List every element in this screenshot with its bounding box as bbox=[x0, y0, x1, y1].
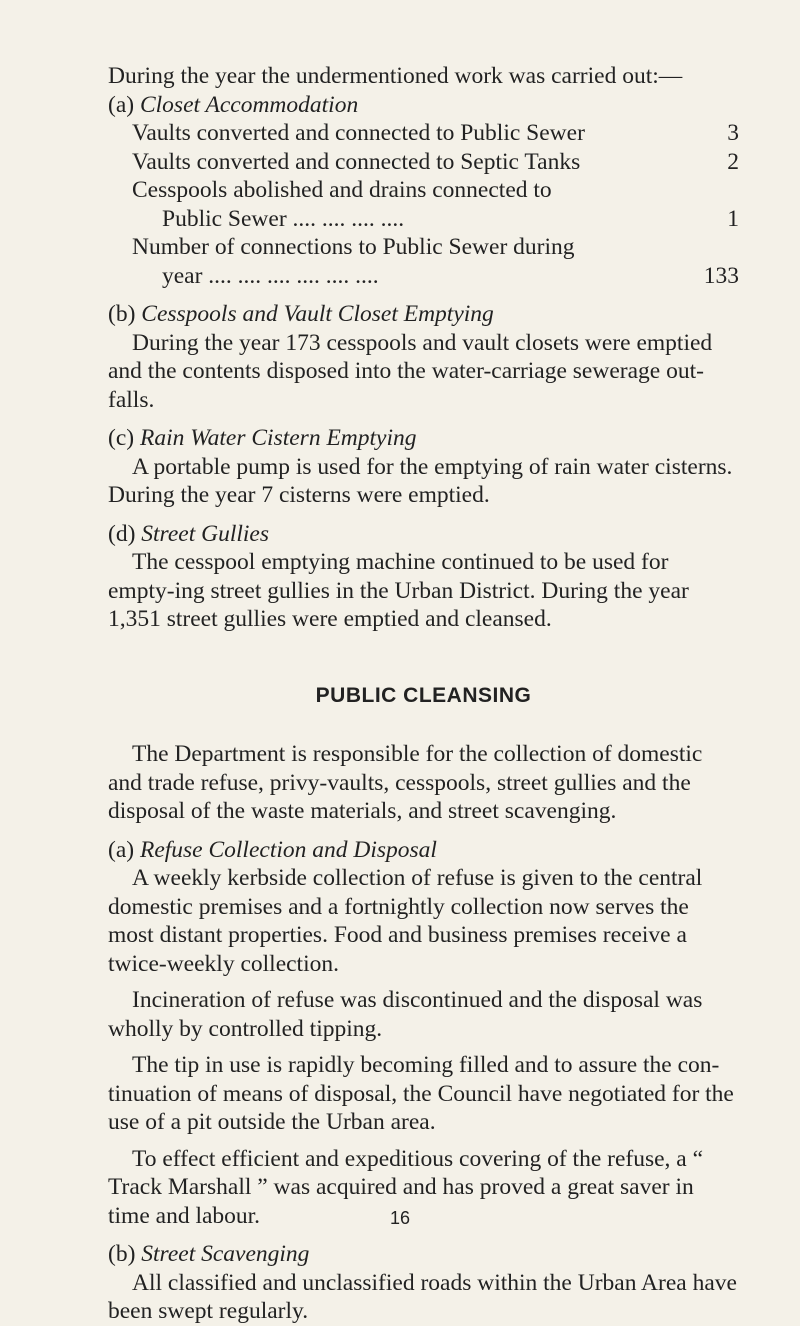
closet-row-label: year .... .... .... .... .... .... bbox=[162, 262, 379, 289]
scavenging-title: Street Scavenging bbox=[141, 1241, 310, 1267]
closet-row-label: Public Sewer .... .... .... .... bbox=[162, 205, 405, 232]
cesspools-text: During the year 173 cesspools and vault closets were emptied and the contents disposed into the water-carriage sewerage out-falls. bbox=[108, 329, 713, 413]
closet-table bbox=[108, 119, 739, 290]
closet-letter: (a) bbox=[108, 91, 135, 118]
scavenging-heading bbox=[108, 1240, 739, 1269]
cesspools-heading bbox=[108, 300, 739, 329]
closet-row bbox=[108, 119, 739, 148]
refuse-paragraph: A weekly kerbside collection of refuse is given to the central domestic premises and a fortnightly collection now serves the most distant properties. Food and business premises receive a twice-weekly collection. bbox=[108, 865, 703, 977]
closet-row-value bbox=[699, 233, 739, 262]
scavenging-letter: (b) bbox=[108, 1241, 136, 1267]
gullies-heading bbox=[108, 520, 739, 549]
page-number: 16 bbox=[389, 1208, 411, 1228]
closet-row bbox=[108, 233, 739, 262]
refuse-paragraph: The tip in use is rapidly becoming filled and to assure the con-tinuation of means of disposal, the Council have negotiated for the use of a pit outside the Urban area. bbox=[108, 1052, 734, 1135]
closet-title: Closet Accommodation bbox=[139, 91, 359, 118]
rain-text: A portable pump is used for the emptying of rain water cisterns. During the year 7 cisterns were emptied. bbox=[108, 453, 733, 508]
public-cleansing-intro: The Department is responsible for the collection of domestic and trade refuse, privy-vaults, cesspools, street gullies and the disposal of the waste materials, and street scavenging. bbox=[108, 741, 703, 824]
closet-row-label: Vaults converted and connected to Public Sewer bbox=[132, 120, 585, 146]
gullies-text: The cesspool emptying machine continued to be used for empty-ing street gullies in the Urban District. During the year 1,351 street gullies were emptied and cleansed. bbox=[108, 549, 689, 632]
cesspools-title: Cesspools and Vault Closet Emptying bbox=[141, 301, 494, 327]
closet-row-value: 1 bbox=[727, 205, 739, 232]
refuse-title: Refuse Collection and Disposal bbox=[139, 836, 437, 863]
closet-row bbox=[108, 205, 739, 234]
closet-row bbox=[108, 148, 739, 177]
refuse-paragraph: Incineration of refuse was discontinued and the disposal was wholly by controlled tipping. bbox=[108, 987, 703, 1042]
closet-row-value bbox=[699, 176, 739, 205]
closet-row-label: Vaults converted and connected to Septic Tanks bbox=[132, 148, 581, 175]
gullies-letter: (d) bbox=[108, 520, 136, 547]
closet-row bbox=[108, 176, 739, 205]
gullies-title: Street Gullies bbox=[141, 520, 269, 547]
closet-heading bbox=[108, 91, 739, 120]
rain-title: Rain Water Cistern Emptying bbox=[139, 425, 417, 451]
closet-row-label: Cesspools abolished and drains connected to bbox=[132, 177, 552, 203]
intro-text: During the year the undermentioned work was carried out:— bbox=[108, 63, 683, 89]
scavenging-text: All classified and unclassified roads within the Urban Area have been swept regularly. bbox=[108, 1269, 737, 1324]
closet-row-value: 133 bbox=[703, 262, 739, 289]
refuse-paragraph: To effect efficient and expeditious covering of the refuse, a “ Track Marshall ” was acquired and has proved a great saver in time and labour. bbox=[108, 1145, 704, 1229]
document-page bbox=[108, 62, 739, 1326]
refuse-letter: (a) bbox=[108, 836, 135, 863]
cesspools-letter: (b) bbox=[108, 301, 136, 327]
rain-letter: (c) bbox=[108, 425, 135, 451]
public-cleansing-heading: PUBLIC CLEANSING bbox=[315, 683, 532, 707]
closet-row-value: 2 bbox=[727, 148, 739, 175]
closet-row-label: Number of connections to Public Sewer during bbox=[132, 234, 575, 260]
closet-row-value: 3 bbox=[727, 120, 739, 146]
closet-row bbox=[108, 262, 739, 291]
rain-heading bbox=[108, 424, 739, 453]
refuse-heading bbox=[108, 836, 739, 865]
